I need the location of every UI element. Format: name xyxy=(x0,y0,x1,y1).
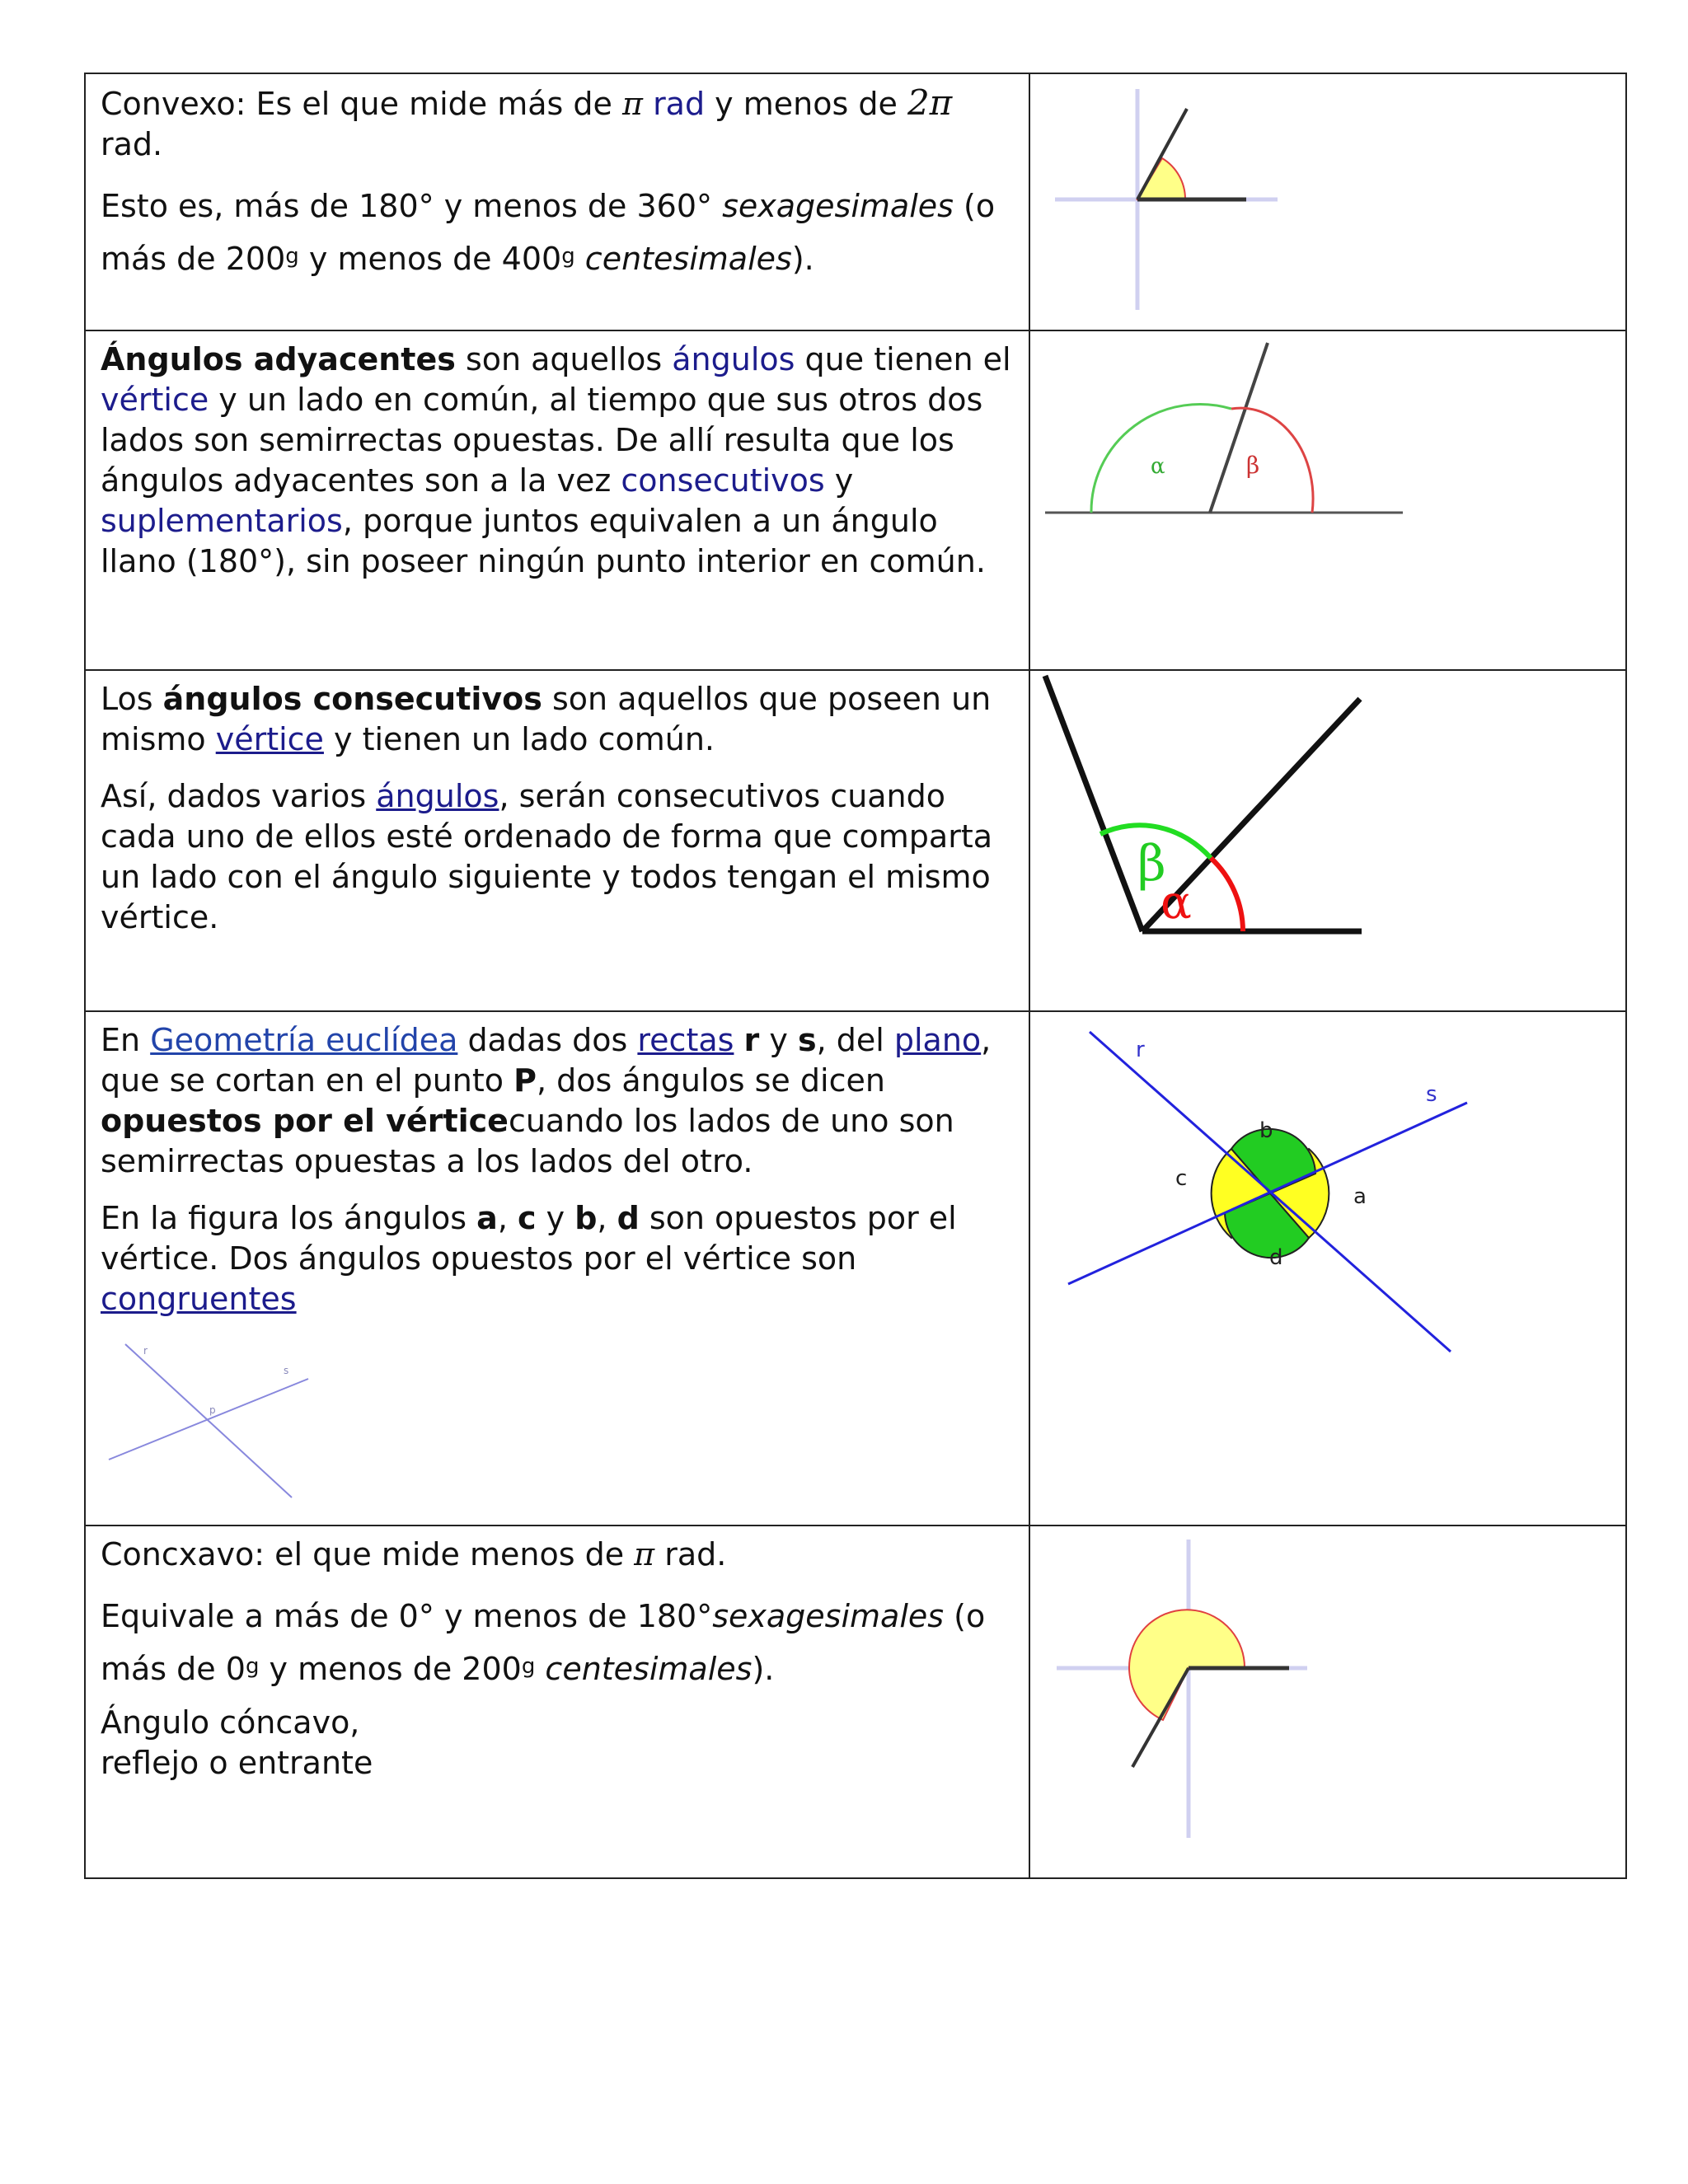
concave-alt-names xyxy=(101,1703,397,1783)
link-vertice[interactable]: vértice xyxy=(101,382,209,418)
grad-superscript: g xyxy=(521,1654,536,1679)
text: son aquellos que poseen un mismo xyxy=(101,681,992,757)
consecutive-angles-figure xyxy=(1030,671,1625,1002)
vertical-angles-definition xyxy=(101,1020,1015,1182)
text: y menos de 200 xyxy=(259,1651,522,1687)
line-r: r xyxy=(743,1022,760,1058)
sexagesimal-term: sexagesimales xyxy=(712,1598,945,1634)
term: opuestos por el vértice xyxy=(101,1103,509,1139)
consecutive-definition xyxy=(101,679,1015,760)
text: En xyxy=(101,1022,151,1058)
text: (o más de 0 xyxy=(101,1598,986,1687)
link-geometria-euclidea[interactable]: Geometría euclídea xyxy=(150,1022,458,1058)
two-pi-symbol: 2π xyxy=(907,82,953,123)
text: y tienen un lado común. xyxy=(323,721,715,757)
alpha-label: α xyxy=(1160,876,1192,930)
adjacent-angles-figure xyxy=(1030,331,1625,661)
text: rad. xyxy=(101,126,163,162)
vertical-angles-explanation xyxy=(101,1198,1015,1319)
term: Ángulos adyacentes xyxy=(101,341,456,377)
alpha-arc xyxy=(1211,858,1243,931)
text: , que se cortan en el punto xyxy=(101,1022,992,1099)
text: y xyxy=(824,462,854,499)
image-cell xyxy=(1029,1526,1626,1878)
vertical-angles-figure xyxy=(1030,1012,1625,1516)
convex-definition xyxy=(101,82,1015,165)
table-row xyxy=(85,1011,1626,1526)
label-r: r xyxy=(143,1345,148,1357)
text: y xyxy=(759,1022,798,1058)
beta-label: β xyxy=(1137,835,1166,893)
text: ). xyxy=(791,241,814,277)
angle-sector xyxy=(1137,158,1185,199)
label-r: r xyxy=(1136,1038,1145,1062)
link-suplementarios[interactable]: suplementarios xyxy=(101,503,343,539)
text: Concxavo: el que mide menos de xyxy=(101,1536,635,1572)
centesimal-term: centesimales xyxy=(584,241,792,277)
text-cell xyxy=(85,1526,1029,1878)
term: ángulos consecutivos xyxy=(162,681,542,717)
text: , xyxy=(497,1200,518,1236)
angle-d: d xyxy=(617,1200,640,1236)
text: En la figura los ángulos xyxy=(101,1200,477,1236)
centesimal-term: centesimales xyxy=(535,1651,753,1687)
link-angulos[interactable]: ángulos xyxy=(672,341,795,377)
image-cell xyxy=(1029,73,1626,330)
image-cell xyxy=(1029,330,1626,670)
line-s-small xyxy=(109,1379,308,1460)
table-row xyxy=(85,670,1626,1011)
grad-superscript: g xyxy=(245,1654,260,1679)
link-vertice[interactable]: vértice xyxy=(215,721,324,757)
text-cell xyxy=(85,73,1029,330)
text-cell xyxy=(85,1011,1029,1526)
concave-definition xyxy=(101,1535,1015,1575)
concave-degrees xyxy=(101,1591,1015,1694)
text: rad. xyxy=(654,1536,727,1572)
point-p: P xyxy=(513,1062,537,1099)
text: , porque juntos equivalen a un ángulo llano (180°), sin poseer ningún punto interior en común. xyxy=(101,503,986,579)
text: ). xyxy=(752,1651,775,1687)
label-b: b xyxy=(1259,1118,1273,1143)
text: son opuestos por el vértice. Dos ángulos opuestos por el vértice son xyxy=(101,1200,957,1277)
sexagesimal-term: sexagesimales xyxy=(722,188,954,224)
text: y menos de 400 xyxy=(298,241,562,277)
table-row xyxy=(85,73,1626,330)
angles-table xyxy=(84,73,1627,1879)
angle-c: c xyxy=(518,1200,537,1236)
text: que tienen el xyxy=(795,341,1011,377)
text: y xyxy=(536,1200,575,1236)
image-cell xyxy=(1029,1011,1626,1526)
label-p: p xyxy=(209,1404,216,1416)
table-row xyxy=(85,330,1626,670)
line-r-small xyxy=(125,1344,292,1497)
text: , xyxy=(597,1200,617,1236)
link-congruentes[interactable]: congruentes xyxy=(101,1281,297,1317)
convex-angle-figure xyxy=(1030,74,1625,321)
beta-label: β xyxy=(1246,452,1260,479)
text: son aquellos xyxy=(455,341,673,377)
angle-b: b xyxy=(574,1200,598,1236)
grad-superscript: g xyxy=(561,244,575,269)
angle-a: a xyxy=(476,1200,498,1236)
label-a: a xyxy=(1353,1184,1367,1209)
link-angulos[interactable]: ángulos xyxy=(376,778,499,814)
concave-angle-figure xyxy=(1030,1526,1625,1869)
pi-symbol: π xyxy=(622,86,643,122)
shared-side xyxy=(1210,343,1268,513)
rad-link[interactable]: rad xyxy=(642,86,706,122)
label-c: c xyxy=(1175,1166,1188,1191)
table-row xyxy=(85,1526,1626,1878)
convex-degrees xyxy=(101,181,1015,284)
link-consecutivos[interactable]: consecutivos xyxy=(621,462,825,499)
label-s: s xyxy=(1426,1082,1437,1107)
text-cell xyxy=(85,330,1029,670)
pi-symbol: π xyxy=(634,1536,655,1572)
grad-superscript: g xyxy=(285,244,299,269)
text: Ángulo cóncavo, reflejo o entrante xyxy=(101,1704,373,1781)
text: Así, dados varios xyxy=(101,778,377,814)
text: dadas dos xyxy=(457,1022,638,1058)
text: , dos ángulos se dicen xyxy=(536,1062,885,1099)
line-s: s xyxy=(797,1022,817,1058)
text: Equivale a más de 0° y menos de 180° xyxy=(101,1598,713,1634)
text: , serán consecutivos cuando cada uno de ellos esté ordenado de forma que comparta un lado con el ángulo siguiente y todos tengan el mismo vértice. xyxy=(101,778,992,935)
text-cell xyxy=(85,670,1029,1011)
beta-arc xyxy=(1231,408,1313,513)
link-plano[interactable]: plano xyxy=(893,1022,982,1058)
link-rectas[interactable]: rectas xyxy=(637,1022,734,1058)
label-s: s xyxy=(284,1365,289,1376)
consecutive-explanation xyxy=(101,776,1015,938)
small-intersecting-lines-figure xyxy=(101,1336,315,1501)
text: (o más de 200 xyxy=(101,188,996,277)
text: y un lado en común, al tiempo que sus otros dos lados son semirrectas opuestas. De allí resulta que los ángulos adyacentes son a la vez xyxy=(101,382,983,499)
text: Convexo: Es el que mide más de xyxy=(101,86,622,122)
left-side xyxy=(1045,676,1142,931)
text: Esto es, más de 180° y menos de 360° xyxy=(101,188,723,224)
text: cuando los lados de uno son semirrectas opuestas a los lados del otro. xyxy=(101,1103,954,1179)
text: y menos de xyxy=(705,86,907,122)
text: Los xyxy=(101,681,163,717)
text xyxy=(734,1022,743,1058)
alpha-label: α xyxy=(1151,454,1165,479)
label-d: d xyxy=(1269,1245,1283,1270)
image-cell xyxy=(1029,670,1626,1011)
text: , del xyxy=(816,1022,894,1058)
adjacent-definition xyxy=(101,340,1015,582)
